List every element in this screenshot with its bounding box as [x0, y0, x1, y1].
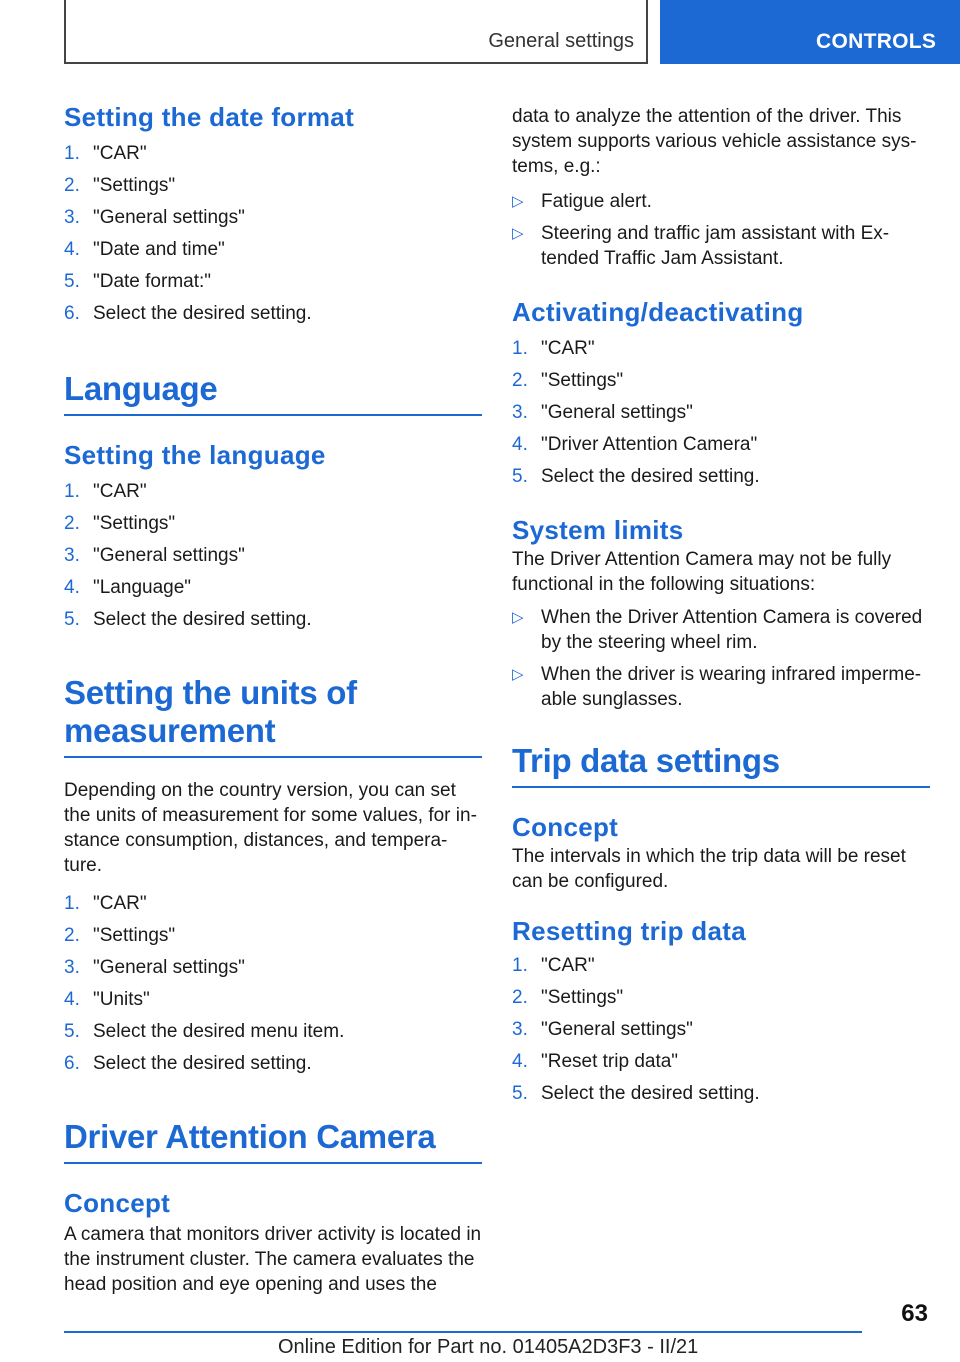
step-text: "General settings" — [541, 1019, 693, 1040]
header-chapter-label: CONTROLS — [816, 30, 937, 53]
bullet-text: When the Driver Attention Camera is covered by the steering wheel rim. — [541, 607, 923, 653]
step-item — [512, 1014, 930, 1046]
language-steps — [64, 476, 482, 636]
step-text: "Settings" — [93, 513, 176, 534]
step-number: 4. — [512, 434, 528, 455]
step-text: Select the desired setting. — [541, 1083, 760, 1104]
bullet-item — [512, 221, 930, 271]
bullet-text: When the driver is wearing infrared imperme-able sunglasses. — [541, 664, 922, 710]
step-item — [512, 333, 930, 365]
step-number: 6. — [64, 1053, 80, 1074]
step-item — [64, 298, 482, 330]
trip-concept-text: The intervals in which the trip data will be reset can be configured. — [512, 846, 906, 892]
step-number: 4. — [64, 577, 80, 598]
step-item — [512, 1046, 930, 1078]
camera-heading: Driver Attention Camera — [64, 1118, 482, 1164]
system-limits-list — [512, 605, 930, 712]
step-text: "CAR" — [93, 893, 147, 914]
bullet-item — [512, 662, 930, 712]
step-number: 5. — [512, 1083, 528, 1104]
step-text: "CAR" — [541, 955, 595, 976]
language-heading: Language — [64, 370, 482, 416]
step-number: 1. — [64, 143, 80, 164]
date-format-steps — [64, 138, 482, 330]
camera-continued-text: data to analyze the attention of the driver. This system supports various vehicle assistance sys-tems, e.g.: — [512, 106, 917, 177]
activating-heading: Activating/deactivating — [512, 297, 804, 327]
step-item — [64, 920, 482, 952]
assistance-systems-list — [512, 189, 930, 271]
units-steps — [64, 888, 482, 1080]
step-item — [64, 170, 482, 202]
step-item — [64, 1016, 482, 1048]
step-number: 1. — [64, 481, 80, 502]
step-item — [512, 950, 930, 982]
step-number: 3. — [64, 545, 80, 566]
step-number: 5. — [512, 466, 528, 487]
step-number: 4. — [64, 989, 80, 1010]
left-column — [64, 100, 482, 1297]
triangle-bullet-icon: ▷ — [512, 225, 524, 242]
step-number: 4. — [512, 1051, 528, 1072]
step-number: 2. — [64, 513, 80, 534]
step-text: Select the desired setting. — [541, 466, 760, 487]
header-section-label: General settings — [488, 30, 634, 52]
bullet-item — [512, 189, 930, 214]
step-item — [64, 888, 482, 920]
step-number: 3. — [64, 207, 80, 228]
step-number: 3. — [512, 402, 528, 423]
step-text: Select the desired setting. — [93, 1053, 312, 1074]
page-number: 63 — [901, 1300, 928, 1327]
step-item — [64, 572, 482, 604]
step-text: "Date format:" — [93, 271, 212, 292]
step-number: 1. — [64, 893, 80, 914]
step-text: "Driver Attention Camera" — [541, 434, 758, 455]
step-text: Select the desired setting. — [93, 303, 312, 324]
step-item — [512, 461, 930, 493]
step-text: "General settings" — [93, 207, 245, 228]
step-number: 3. — [64, 957, 80, 978]
triangle-bullet-icon: ▷ — [512, 193, 524, 210]
step-item — [64, 984, 482, 1016]
step-text: "CAR" — [93, 143, 147, 164]
step-text: "Units" — [93, 989, 150, 1010]
units-heading-line1: Setting the units of — [64, 674, 357, 711]
step-text: "General settings" — [541, 402, 693, 423]
step-text: Select the desired setting. — [93, 609, 312, 630]
date-format-heading: Setting the date format — [64, 102, 355, 132]
step-number: 1. — [512, 955, 528, 976]
step-item — [64, 234, 482, 266]
step-number: 1. — [512, 338, 528, 359]
step-text: Select the desired menu item. — [93, 1021, 345, 1042]
trip-concept-heading: Concept — [512, 812, 619, 842]
bullet-item — [512, 605, 930, 655]
step-item — [64, 476, 482, 508]
step-item — [512, 982, 930, 1014]
step-item — [64, 202, 482, 234]
step-text: "General settings" — [93, 545, 245, 566]
step-item — [64, 952, 482, 984]
step-text: "CAR" — [93, 481, 147, 502]
step-item — [512, 429, 930, 461]
right-column — [512, 100, 930, 1110]
step-item — [512, 365, 930, 397]
units-intro: Depending on the country version, you can set the units of measurement for some values, for in-stance consumption, distances, and tempera-ture. — [64, 780, 477, 876]
step-text: "Settings" — [93, 175, 176, 196]
step-number: 3. — [512, 1019, 528, 1040]
camera-concept-heading: Concept — [64, 1188, 171, 1218]
system-limits-heading: System limits — [512, 515, 684, 545]
step-number: 2. — [64, 925, 80, 946]
step-number: 2. — [512, 370, 528, 391]
step-text: "Reset trip data" — [541, 1051, 679, 1072]
step-text: "Date and time" — [93, 239, 225, 260]
bullet-text: Fatigue alert. — [541, 191, 652, 212]
units-heading — [64, 674, 482, 758]
step-item — [512, 1078, 930, 1110]
reset-trip-steps — [512, 950, 930, 1110]
camera-concept-text: A camera that monitors driver activity is located in the instrument cluster. The camera evaluates the head position and eye opening and uses the — [64, 1224, 482, 1295]
step-number: 5. — [64, 1021, 80, 1042]
step-number: 2. — [64, 175, 80, 196]
system-limits-text: The Driver Attention Camera may not be fully functional in the following situations: — [512, 549, 892, 595]
step-item — [64, 1048, 482, 1080]
step-item — [64, 540, 482, 572]
step-number: 5. — [64, 609, 80, 630]
step-item — [64, 266, 482, 298]
step-item — [64, 138, 482, 170]
step-number: 6. — [64, 303, 80, 324]
units-heading-line2: measurement — [64, 712, 276, 749]
step-item — [512, 397, 930, 429]
step-number: 5. — [64, 271, 80, 292]
header-section-tab — [64, 0, 648, 64]
step-text: "Settings" — [541, 370, 624, 391]
step-number: 4. — [64, 239, 80, 260]
triangle-bullet-icon: ▷ — [512, 666, 524, 683]
header-chapter-tab — [660, 0, 960, 64]
step-text: "CAR" — [541, 338, 595, 359]
triangle-bullet-icon: ▷ — [512, 609, 524, 626]
trip-data-heading: Trip data settings — [512, 742, 930, 788]
activating-steps — [512, 333, 930, 493]
bullet-text: Steering and traffic jam assistant with Ex-tended Traffic Jam Assistant. — [541, 223, 890, 269]
step-number: 2. — [512, 987, 528, 1008]
step-text: "Settings" — [93, 925, 176, 946]
step-text: "Language" — [93, 577, 192, 598]
step-text: "General settings" — [93, 957, 245, 978]
reset-trip-heading: Resetting trip data — [512, 916, 746, 946]
footer-divider — [64, 1331, 862, 1333]
language-subheading: Setting the language — [64, 440, 326, 470]
step-item — [64, 604, 482, 636]
step-item — [64, 508, 482, 540]
footer-edition: Online Edition for Part no. 01405A2D3F3 - II/21 — [278, 1336, 699, 1358]
step-text: "Settings" — [541, 987, 624, 1008]
